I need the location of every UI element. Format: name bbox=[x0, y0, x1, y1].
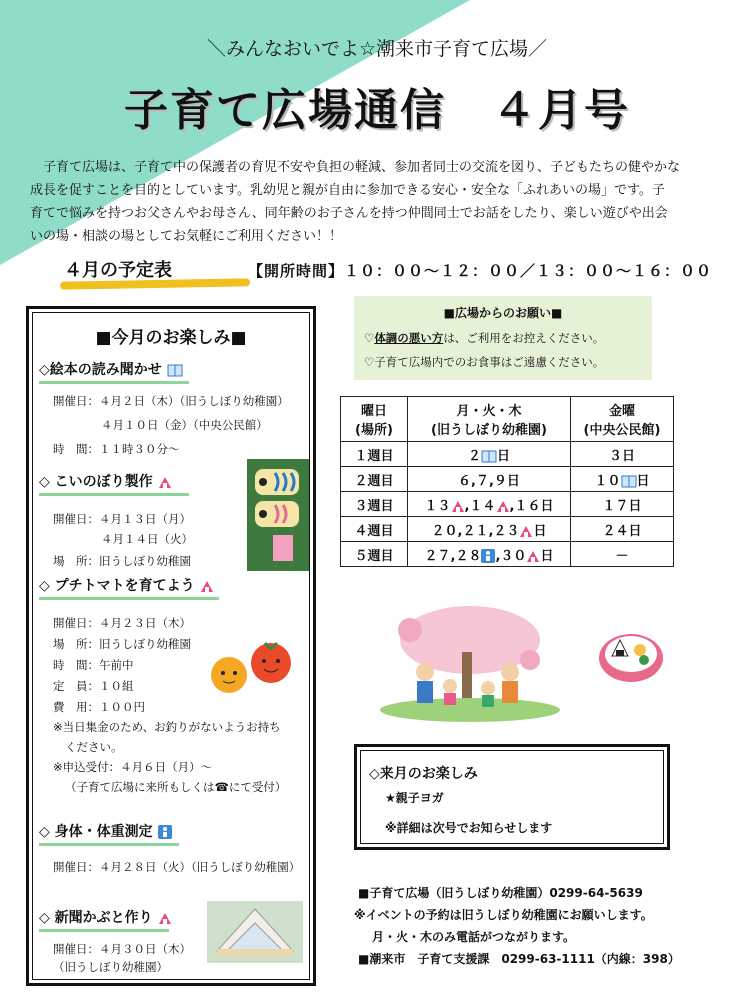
book-icon bbox=[621, 475, 637, 488]
tent-icon bbox=[200, 580, 214, 593]
intro-paragraph bbox=[30, 156, 720, 248]
events-box bbox=[26, 306, 316, 986]
event-tomato-line: 場 所：旧うしぼり幼稚園 bbox=[53, 637, 191, 651]
page-subtitle: ＼みんなおいでよ☆潮来市子育て広場／ bbox=[206, 38, 548, 60]
event-tomato-line: （子育て広場に来所もしくは☎にて受付） bbox=[65, 780, 287, 794]
next-month-title: ◇来月のお楽しみ bbox=[369, 766, 478, 782]
event-kabuto-line: （旧うしぼり幼稚園） bbox=[53, 960, 168, 974]
page-title: 子育て広場通信 ４月号 bbox=[124, 85, 630, 136]
request-title: ■広場からのお願い■ bbox=[443, 306, 563, 320]
event-koinobori-line: ４月１４日（火） bbox=[101, 532, 193, 546]
calendar-table bbox=[340, 396, 674, 567]
tent-icon bbox=[158, 912, 172, 925]
event-title-tomato: ◇ プチトマトを育てよう bbox=[39, 575, 219, 600]
intro-line: いの場・相談の場としてお気軽にご利用ください！！ bbox=[30, 229, 343, 244]
event-tomato-line: ※当日集金のため、お釣りがないようお持ち bbox=[53, 720, 281, 734]
table-row: ４週目 ２０,２１,２３ 日 ２４日 bbox=[341, 517, 674, 542]
baby-icon bbox=[158, 825, 172, 839]
event-tomato-line: ください。 bbox=[65, 740, 123, 754]
calendar-header-fri: 金曜 (中央公民館) bbox=[571, 397, 674, 442]
intro-line: 育てで悩みを持つお父さんやお母さん、同年齢のお子さんを持つ仲間同士でお話をしたり、楽しい遊びや出会 bbox=[30, 206, 668, 221]
event-tomato-line: 費 用：１００円 bbox=[53, 700, 145, 714]
tent-icon bbox=[526, 550, 540, 563]
contact-line: 月・火・木のみ電話がつながります。 bbox=[372, 930, 576, 944]
next-month-item: ★親子ヨガ bbox=[385, 791, 444, 805]
intro-line: 成長を促すことを目的としています。乳幼児と親が自由に参加できる安心・安全な「ふれあいの場」です。子 bbox=[30, 183, 665, 198]
intro-line: 子育て広場は、子育て中の保護者の育児不安や負担の軽減、参加者同士の交流を図り、子どもたちの健やかな bbox=[43, 160, 681, 175]
event-title-sokutei: ◇ 身体・体重測定 bbox=[39, 821, 179, 846]
book-icon bbox=[481, 450, 497, 463]
tent-icon bbox=[451, 500, 465, 513]
event-title-kabuto: ◇ 新聞かぶと作り bbox=[39, 907, 172, 932]
contact-line: ※イベントの予約は旧うしぼり幼稚園にお願いします。 bbox=[354, 908, 653, 922]
event-tomato-line: 時 間：午前中 bbox=[53, 658, 134, 672]
picnic-illustration bbox=[370, 600, 560, 722]
schedule-title: ４月の予定表 bbox=[64, 260, 172, 281]
tent-icon bbox=[519, 525, 533, 538]
kabuto-icon bbox=[207, 901, 303, 963]
contact-line: ■潮来市 子育て支援課 0299-63-1111（内線：398） bbox=[358, 952, 680, 966]
event-ehon-line: ４月１０日（金）（中央公民館） bbox=[101, 418, 268, 432]
calendar-header-week: 曜日 (場所) bbox=[341, 397, 408, 442]
event-title-ehon: ◇絵本の読み聞かせ bbox=[39, 359, 189, 384]
request-box bbox=[354, 296, 652, 380]
event-tomato-line: ※申込受付：４月６日（月）～ bbox=[53, 760, 213, 774]
bento-icon bbox=[596, 620, 666, 686]
tent-icon bbox=[158, 476, 172, 489]
event-tomato-line: 定 員：１０組 bbox=[53, 679, 134, 693]
event-koinobori-line: 開催日：４月１３日（月） bbox=[53, 512, 191, 526]
event-koinobori-line: 場 所：旧うしぼり幼稚園 bbox=[53, 554, 191, 568]
baby-icon bbox=[481, 549, 495, 563]
event-title-koinobori: ◇ こいのぼり製作 bbox=[39, 471, 189, 496]
next-month-box bbox=[354, 744, 670, 850]
event-ehon-line: 時 間：１１時３０分～ bbox=[53, 442, 180, 456]
event-kabuto-line: 開催日：４月３０日（木） bbox=[53, 942, 191, 956]
event-sokutei-line: 開催日：４月２８日（火）（旧うしぼり幼稚園） bbox=[53, 860, 301, 874]
tomato-icon bbox=[207, 639, 297, 697]
events-box-title: ■今月のお楽しみ■ bbox=[95, 328, 247, 348]
next-month-note: ※詳細は次号でお知らせします bbox=[385, 821, 553, 835]
koinobori-icon bbox=[247, 459, 309, 571]
opening-hours: 【開所時間】１０：００～１２：００／１３：００～１６：００ bbox=[248, 262, 713, 280]
contact-line: ■子育て広場（旧うしぼり幼稚園）0299-64-5639 bbox=[358, 886, 643, 900]
book-icon bbox=[167, 364, 183, 377]
event-ehon-line: 開催日：４月２日（木）（旧うしぼり幼稚園） bbox=[53, 394, 289, 408]
request-line-1: ♡体調の悪い方は、ご利用をお控えください。 bbox=[364, 331, 605, 345]
event-tomato-line: 開催日：４月２３日（木） bbox=[53, 616, 191, 630]
calendar-header-mtt: 月・火・木 (旧うしぼり幼稚園) bbox=[408, 397, 571, 442]
tent-icon bbox=[496, 500, 510, 513]
table-row: ３週目 １３ ,１４ ,１６日 １７日 bbox=[341, 492, 674, 517]
request-line-2: ♡子育て広場内でのお食事はご遠慮ください。 bbox=[364, 355, 605, 369]
table-row: １週目 ２ 日 ３日 bbox=[341, 442, 674, 467]
table-row: ５週目 ２７,２８ ,３０ 日 － bbox=[341, 542, 674, 567]
table-row: ２週目 ６,７,９日 １０ 日 bbox=[341, 467, 674, 492]
